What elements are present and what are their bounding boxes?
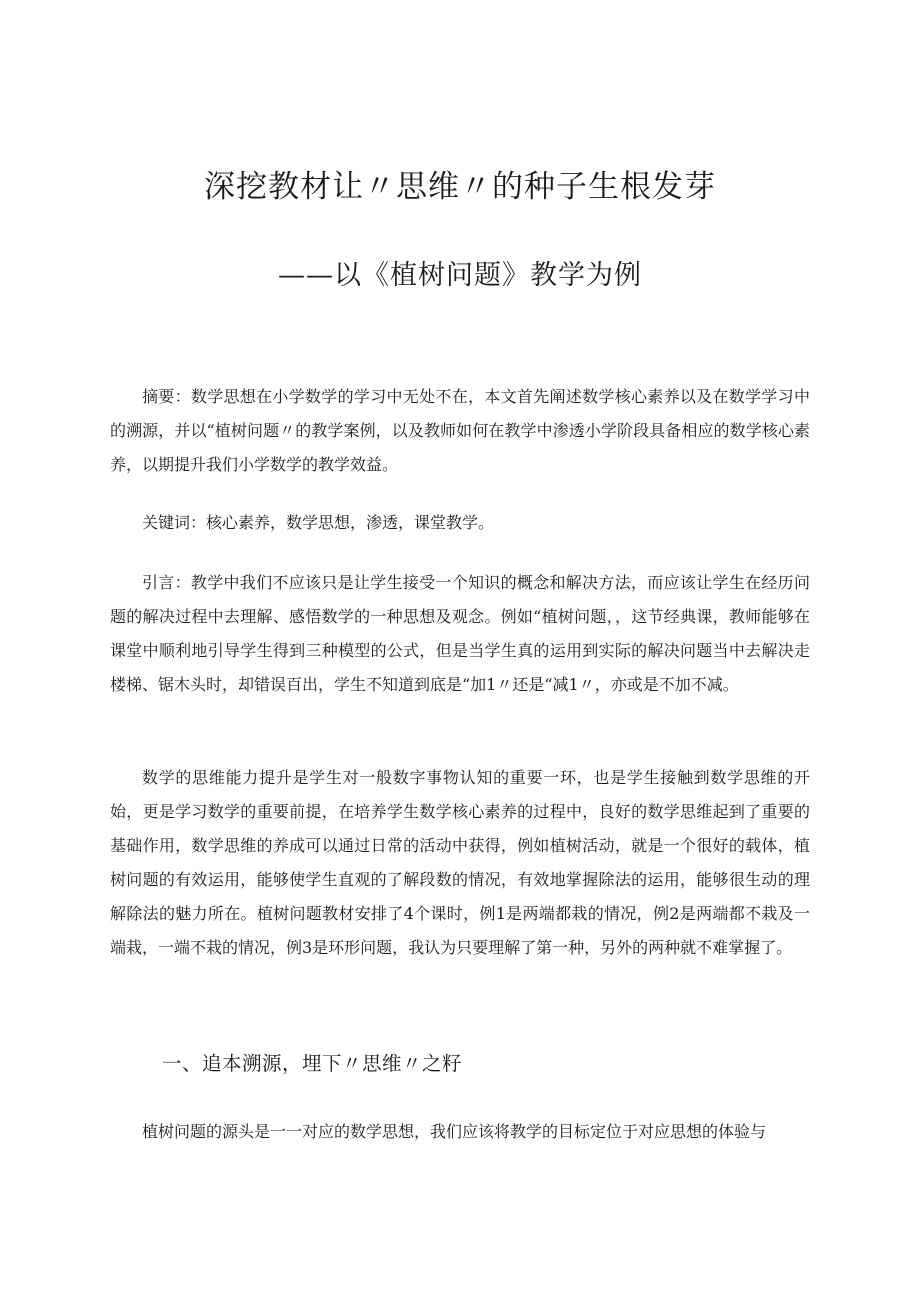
- document-title: 深挖教材让〃思维〃的种子生根发芽: [204, 169, 716, 205]
- document-subtitle: ——以《植树问题》教学为例: [278, 260, 642, 291]
- section-heading: 一、追本溯源，埋下〃思维〃之籽: [162, 1052, 463, 1075]
- abstract-paragraph: 摘要：数学思想在小学数学的学习中无处不在，本文首先阐述数学核心素养以及在数学学习中的溯源，并以“植树问题〃的教学案例，以及教师如何在教学中渗透小学阶段具备相应的数学核心素养，以期提升我们小学数学的教学效益。: [110, 387, 810, 474]
- section-paragraph: 植树问题的源头是一一对应的数学思想，我们应该将教学的目标定位于对应思想的体验与: [142, 1122, 767, 1141]
- body-paragraph: 数学的思维能力提升是学生对一般数字事物认知的重要一环，也是学生接触到数学思维的开始，更是学习数学的重要前提，在培养学生数学核心素养的过程中，良好的数学思维起到了重要的基础作用，数学思维的养成可以通过日常的活动中获得，例如植树活动，就是一个很好的载体，植树问题的有效运用，能够使学生直观的了解段数的情况，有效地掌握除法的运用，能够很生动的理解除法的魅力所在。植树问题教材安排了4个课时，例1是两端都栽的情况，例2是两端都不栽及一端栽，一端不栽的情况，例3是环形问题，我认为只要理解了第一种，另外的两种就不难掌握了。: [110, 768, 810, 957]
- keywords-paragraph: 关键词：核心素养，数学思想，渗透，课堂教学。: [142, 513, 495, 532]
- introduction-paragraph: 引言：教学中我们不应该只是让学生接受一个知识的概念和解决方法，而应该让学生在经历问题的解决过程中去理解、感悟数学的一种思想及观念。例如“植树问题，，这节经典课，教师能够在课堂中顺利地引导学生得到三种模型的公式，但是当学生真的运用到实际的解决问题当中去解决走楼梯、锯木头时，却错误百出，学生不知道到底是“加1〃还是“减1〃，亦或是不加不减。: [110, 573, 810, 694]
